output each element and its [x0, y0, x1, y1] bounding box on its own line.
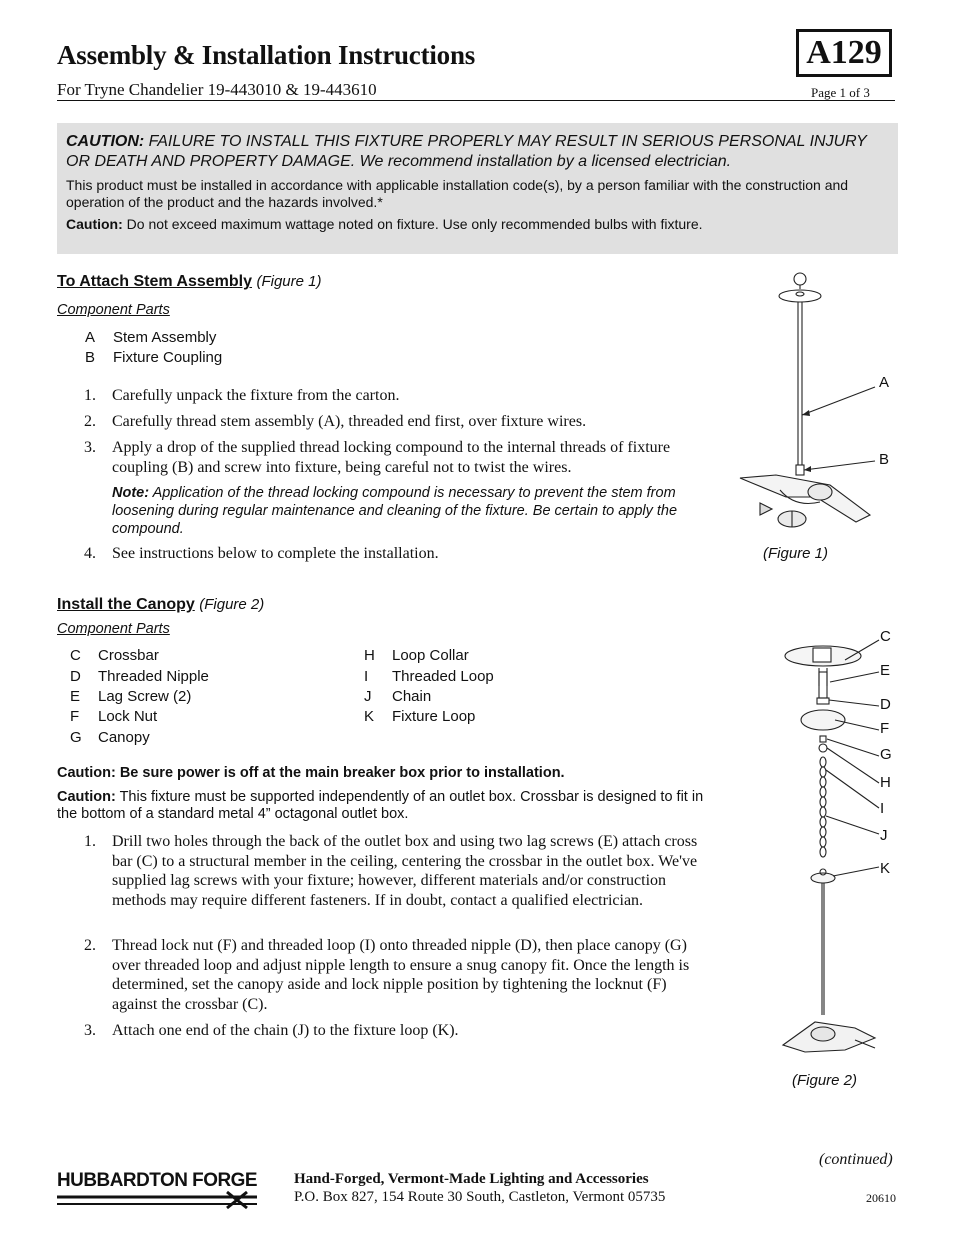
- step-item: 2. Carefully thread stem assembly (A), threaded end first, over fixture wires.: [84, 413, 587, 430]
- step-item: 2. Thread lock nut (F) and threaded loop (I) onto threaded nipple (D), then place canopy (G) over threaded loop and adjust nipple length to ensure a snug canopy fit. Once the length is determined, set the canopy aside and lock nipple position by tightening the locknut (F) against the crossbar (C).: [84, 937, 690, 1013]
- figure-2-label-d: D: [880, 696, 891, 713]
- part-item: H Loop Collar: [364, 647, 469, 664]
- figure-2-caption: (Figure 2): [792, 1072, 858, 1089]
- caution-power-off: Caution: Be sure power is off at the main breaker box prior to installation.: [57, 765, 565, 781]
- part-item: J Chain: [364, 688, 432, 705]
- caution-box: [57, 123, 898, 254]
- figure-2-label-g: G: [880, 746, 892, 763]
- step-item: 1. Drill two holes through the back of the outlet box and using two lag screws (E) attach cross bar (C) to a structural member in the ceiling, centering the crossbar in the outlet box. We've supplied lag screws with your fixture; however, different materials and/or construction methods may require different fasteners. If in doubt, contact a qualified electrician.: [84, 833, 698, 909]
- doc-code-box: A129: [796, 29, 892, 77]
- continued-note: (continued): [819, 1151, 893, 1168]
- part-item: I Threaded Loop: [364, 668, 494, 685]
- caution-support: Caution: This fixture must be supported independently of an outlet box. Crossbar is designed to fit in the bottom of a standard metal 4” octagonal outlet box.: [57, 789, 704, 822]
- page-title: Assembly & Installation Instructions: [57, 40, 476, 70]
- page-subtitle: For Tryne Chandelier 19-443010 & 19-443610: [57, 80, 377, 99]
- figure-2-label-h: H: [880, 774, 891, 791]
- part-item: G Canopy: [70, 729, 150, 746]
- step-item: 3. Apply a drop of the supplied thread locking compound to the internal threads of fixture coupling (B) and screw into fixture, being careful not to twist the wires.: [84, 439, 671, 476]
- header-rule: [57, 100, 895, 101]
- figure-2-label-e: E: [880, 662, 891, 679]
- step-item: 1. Carefully unpack the fixture from the carton.: [84, 387, 400, 404]
- figure-2-label-i: I: [880, 800, 885, 817]
- note-thread-locking: Note: Application of the thread locking compound is necessary to prevent the stem from loosening during regular maintenance and cleaning of the fixture. Be certain to apply the compound.: [112, 485, 678, 537]
- caution-wattage: Caution: Do not exceed maximum wattage noted on fixture. Use only recommended bulbs with fixture.: [66, 216, 703, 232]
- figure-2-label-c: C: [880, 628, 891, 645]
- figure-1-label-b: B: [879, 451, 890, 468]
- figure-2-label-k: K: [880, 860, 891, 877]
- part-item: A Stem Assembly: [85, 329, 217, 346]
- part-item: E Lag Screw (2): [70, 688, 192, 705]
- part-item: C Crossbar: [70, 647, 159, 664]
- page-number: Page 1 of 3: [811, 85, 870, 100]
- brand-logo: [57, 1168, 267, 1215]
- figure-2-label-f: F: [880, 720, 890, 737]
- caution-main: CAUTION: FAILURE TO INSTALL THIS FIXTURE PROPERLY MAY RESULT IN SERIOUS PERSONAL INJURY OR DEATH AND PROPERTY DAMAGE. We recommend installation by a licensed electrician.: [66, 133, 867, 170]
- part-item: F Lock Nut: [70, 708, 158, 725]
- caution-installation-code: This product must be installed in accordance with applicable installation code(s), by a person familiar with the construction and operation of the product and the hazards involved.*: [66, 177, 849, 210]
- part-item: D Threaded Nipple: [70, 668, 209, 685]
- part-item: B Fixture Coupling: [85, 349, 223, 366]
- component-parts-heading: Component Parts: [57, 621, 170, 637]
- step-item: 4. See instructions below to complete the installation.: [84, 545, 439, 562]
- figure-1-label-a: A: [879, 374, 890, 391]
- footer-tagline: Hand-Forged, Vermont-Made Lighting and Accessories: [294, 1171, 649, 1187]
- figure-2-diagram: [775, 620, 920, 1065]
- component-parts-heading: Component Parts: [57, 302, 170, 318]
- section-heading-canopy: Install the Canopy (Figure 2): [57, 596, 265, 613]
- document-code: 20610: [866, 1191, 896, 1205]
- part-item: K Fixture Loop: [364, 708, 476, 725]
- figure-1-diagram: [730, 265, 910, 550]
- svg-text:HUBBARDTON FORGE: HUBBARDTON FORGE: [57, 1170, 257, 1191]
- section-heading-stem: To Attach Stem Assembly (Figure 1): [57, 273, 322, 290]
- step-item: 3. Attach one end of the chain (J) to the fixture loop (K).: [84, 1022, 459, 1039]
- figure-2-label-j: J: [880, 827, 888, 844]
- footer-address: P.O. Box 827, 154 Route 30 South, Castleton, Vermont 05735: [294, 1189, 666, 1205]
- figure-1-caption: (Figure 1): [763, 545, 829, 562]
